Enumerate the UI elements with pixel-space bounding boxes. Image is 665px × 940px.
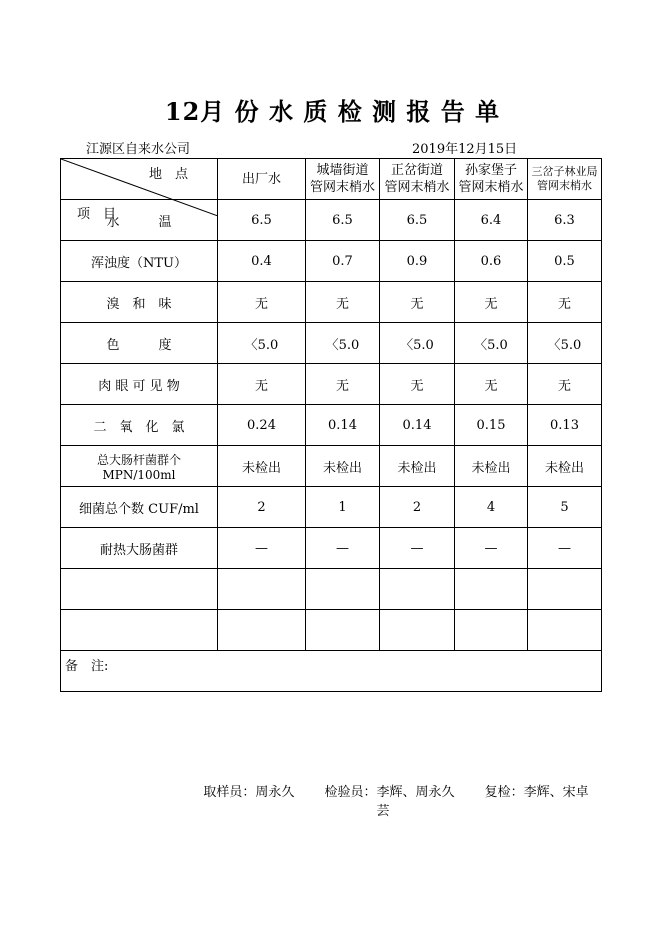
- value-cell: 无: [218, 364, 306, 405]
- location-header: 出厂水: [218, 159, 306, 200]
- value-cell: 〈5.0: [218, 323, 306, 364]
- table-row: [61, 323, 602, 364]
- table-row: [61, 405, 602, 446]
- table-row: [61, 569, 602, 610]
- item-name-cell: 色 度: [61, 323, 218, 364]
- remarks-row: [61, 651, 602, 692]
- inspector-signature: 检验员：李辉、周永久: [324, 785, 455, 800]
- value-cell: [306, 569, 380, 610]
- value-cell: 未检出: [306, 446, 380, 487]
- value-cell: 0.14: [306, 405, 380, 446]
- remarks-cell: [61, 651, 602, 819]
- remarks-label: 备 注:: [65, 659, 109, 674]
- value-cell: 未检出: [380, 446, 455, 487]
- value-cell: [455, 569, 528, 610]
- value-cell: 无: [455, 282, 528, 323]
- value-cell: —: [218, 528, 306, 569]
- item-name-cell: 浑浊度（NTU）: [61, 241, 218, 282]
- table-row: [61, 610, 602, 651]
- value-cell: 6.3: [528, 200, 602, 241]
- value-cell: [455, 610, 528, 651]
- location-header: 三岔子林业局 管网末梢水: [528, 159, 602, 200]
- value-cell: 0.5: [528, 241, 602, 282]
- value-cell: 〈5.0: [380, 323, 455, 364]
- table-row: [61, 241, 602, 282]
- value-cell: 6.5: [306, 200, 380, 241]
- value-cell: 0.13: [528, 405, 602, 446]
- value-cell: 无: [218, 282, 306, 323]
- value-cell: 4: [455, 487, 528, 528]
- item-name-cell: 水 温: [61, 200, 218, 241]
- location-header: 城墙街道 管网末梢水: [306, 159, 380, 200]
- item-name-cell: 总大肠杆菌群个MPN/100ml: [61, 446, 218, 487]
- report-table: [60, 158, 602, 819]
- value-cell: 无: [380, 282, 455, 323]
- value-cell: [380, 569, 455, 610]
- value-cell: 〈5.0: [306, 323, 380, 364]
- item-name-cell: [61, 610, 218, 651]
- value-cell: 无: [528, 364, 602, 405]
- report-title: 12月 份 水 质 检 测 报 告 单: [164, 97, 501, 126]
- company-name: 江源区自来水公司: [86, 142, 191, 157]
- value-cell: 0.24: [218, 405, 306, 446]
- value-cell: 0.14: [380, 405, 455, 446]
- value-cell: —: [380, 528, 455, 569]
- table-row: [61, 446, 602, 487]
- value-cell: —: [528, 528, 602, 569]
- value-cell: 〈5.0: [455, 323, 528, 364]
- item-name-cell: 细菌总个数 CUF/ml: [61, 487, 218, 528]
- item-name-cell: [61, 569, 218, 610]
- item-name-cell: 耐热大肠菌群: [61, 528, 218, 569]
- value-cell: [380, 610, 455, 651]
- signature-line: [191, 781, 601, 819]
- value-cell: 1: [306, 487, 380, 528]
- value-cell: 6.5: [380, 200, 455, 241]
- value-cell: [528, 569, 602, 610]
- value-cell: 未检出: [528, 446, 602, 487]
- value-cell: 未检出: [455, 446, 528, 487]
- item-name-cell: 肉 眼 可 见 物: [61, 364, 218, 405]
- value-cell: 〈5.0: [528, 323, 602, 364]
- sampler-signature: 取样员：周永久: [203, 785, 295, 800]
- value-cell: 2: [380, 487, 455, 528]
- value-cell: 0.15: [455, 405, 528, 446]
- table-row: [61, 364, 602, 405]
- value-cell: 无: [380, 364, 455, 405]
- value-cell: 6.5: [218, 200, 306, 241]
- value-cell: 0.4: [218, 241, 306, 282]
- value-cell: [528, 610, 602, 651]
- table-row: [61, 282, 602, 323]
- value-cell: 无: [306, 364, 380, 405]
- value-cell: 0.7: [306, 241, 380, 282]
- item-name-cell: 溴 和 味: [61, 282, 218, 323]
- value-cell: [218, 569, 306, 610]
- value-cell: 未检出: [218, 446, 306, 487]
- value-cell: [218, 610, 306, 651]
- reviewer-signature: 复检：李辉、宋卓芸: [376, 785, 589, 819]
- value-cell: 6.4: [455, 200, 528, 241]
- value-cell: [306, 610, 380, 651]
- value-cell: 无: [528, 282, 602, 323]
- corner-location-label: 地 点: [149, 167, 189, 182]
- value-cell: —: [306, 528, 380, 569]
- value-cell: —: [455, 528, 528, 569]
- table-row: [61, 528, 602, 569]
- value-cell: 2: [218, 487, 306, 528]
- location-header: 孙家堡子 管网末梢水: [455, 159, 528, 200]
- corner-item-label: 项 目: [77, 207, 117, 222]
- location-header: 正岔街道 管网末梢水: [380, 159, 455, 200]
- value-cell: 无: [455, 364, 528, 405]
- value-cell: 无: [306, 282, 380, 323]
- item-name-cell: 二 氧 化 氯: [61, 405, 218, 446]
- value-cell: 0.9: [380, 241, 455, 282]
- report-date: 2019年12月15日: [412, 142, 518, 157]
- header-row: [61, 159, 602, 200]
- value-cell: 5: [528, 487, 602, 528]
- value-cell: 0.6: [455, 241, 528, 282]
- table-row: [61, 487, 602, 528]
